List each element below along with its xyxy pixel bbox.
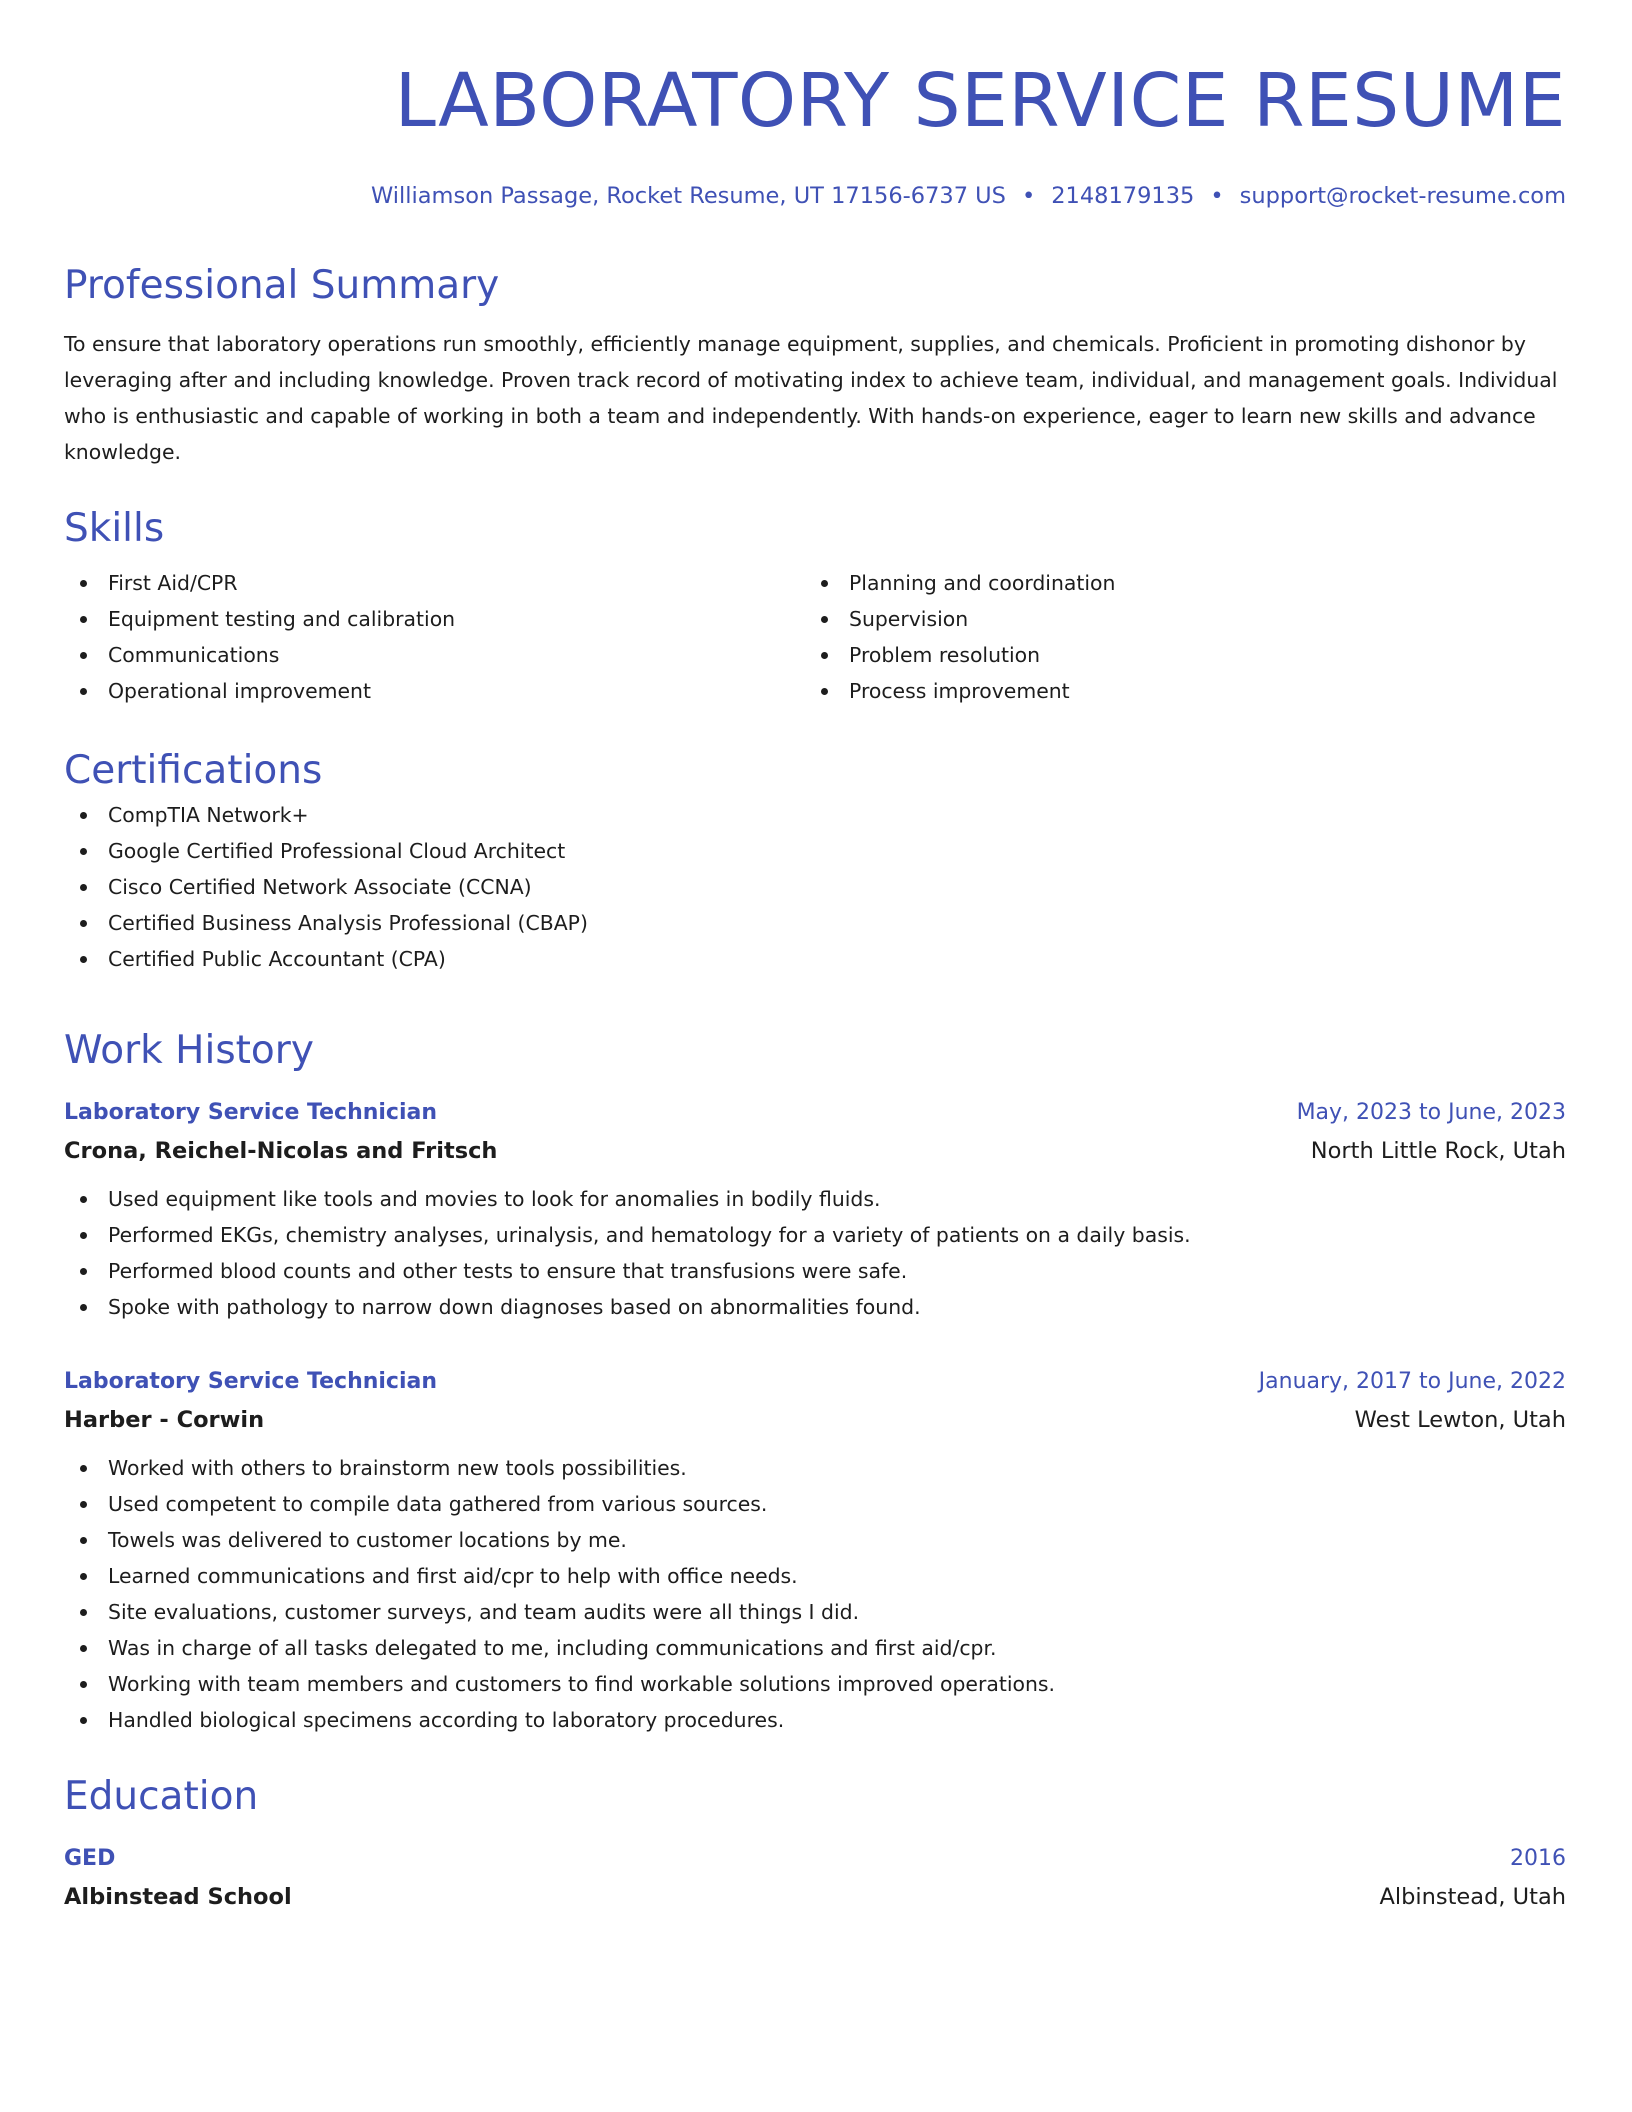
job-duty: Used equipment like tools and movies to look for anomalies in bodily fluids. xyxy=(64,1181,1566,1217)
skills-heading: Skills xyxy=(64,506,165,551)
skill-item: Problem resolution xyxy=(805,637,1546,673)
job-duties-list xyxy=(64,1450,1566,1738)
skill-item: Supervision xyxy=(805,601,1546,637)
certification-item: Google Certified Professional Cloud Architect xyxy=(64,833,1566,869)
job-duty: Handled biological specimens according to laboratory procedures. xyxy=(64,1702,1566,1738)
education-section xyxy=(64,1771,1566,1823)
skills-column-left xyxy=(64,565,805,709)
job-duty: Spoke with pathology to narrow down diagnoses based on abnormalities found. xyxy=(64,1289,1566,1325)
contact-phone: 2148179135 xyxy=(1051,183,1195,209)
certification-item: Certified Public Accountant (CPA) xyxy=(64,941,1566,977)
education-entry xyxy=(64,1841,1566,1917)
education-school: Albinstead School xyxy=(64,1884,292,1910)
education-degree: GED xyxy=(64,1846,116,1871)
job-duty: Used competent to compile data gathered from various sources. xyxy=(64,1486,1566,1522)
contact-separator: • xyxy=(1021,183,1036,209)
job-duty: Performed blood counts and other tests to ensure that transfusions were safe. xyxy=(64,1253,1566,1289)
contact-email: support@rocket-resume.com xyxy=(1239,183,1566,209)
job-duty: Site evaluations, customer surveys, and team audits were all things I did. xyxy=(64,1594,1566,1630)
skill-item: Process improvement xyxy=(805,673,1546,709)
education-year: 2016 xyxy=(1510,1846,1566,1871)
job-location: North Little Rock, Utah xyxy=(1310,1138,1566,1164)
certification-item: Certified Business Analysis Professional (CBAP) xyxy=(64,905,1566,941)
job-dates: May, 2023 to June, 2023 xyxy=(1296,1100,1566,1125)
skill-item: Equipment testing and calibration xyxy=(64,601,805,637)
job-duty: Learned communications and first aid/cpr to help with office needs. xyxy=(64,1558,1566,1594)
skills-grid xyxy=(64,565,1566,709)
skill-item: Planning and coordination xyxy=(805,565,1546,601)
certification-item: CompTIA Network+ xyxy=(64,797,1566,833)
job-entry xyxy=(64,1364,1566,1738)
skill-item: Operational improvement xyxy=(64,673,805,709)
summary-section xyxy=(64,260,1566,470)
certifications-list xyxy=(64,797,1566,977)
work-history-section xyxy=(64,1025,1566,1077)
job-company-row xyxy=(64,1131,1566,1171)
education-location: Albinstead, Utah xyxy=(1379,1884,1566,1910)
education-header-row xyxy=(64,1841,1566,1877)
job-title: Laboratory Service Technician xyxy=(64,1369,438,1394)
skill-item: Communications xyxy=(64,637,805,673)
job-title: Laboratory Service Technician xyxy=(64,1100,438,1125)
job-duties-list xyxy=(64,1181,1566,1325)
job-duty: Towels was delivered to customer locations by me. xyxy=(64,1522,1566,1558)
contact-line xyxy=(371,180,1566,212)
resume-title: LABORATORY SERVICE RESUME xyxy=(394,58,1566,144)
summary-text: To ensure that laboratory operations run smoothly, efficiently manage equipment, supplies, and chemicals. Proficient in promoting dishonor by leveraging after and including knowledge. Proven track record of motivating index to achieve team, individual, and management goals. Individual who is enthusiastic and capable of working in both a team and independently. With hands-on experience, eager to learn new skills and advance knowledge. xyxy=(64,332,1558,464)
certification-item: Cisco Certified Network Associate (CCNA) xyxy=(64,869,1566,905)
contact-address: Williamson Passage, Rocket Resume, UT 17156-6737 US xyxy=(371,183,1006,209)
education-heading: Education xyxy=(64,1774,259,1819)
skills-section xyxy=(64,503,1566,709)
job-dates: January, 2017 to June, 2022 xyxy=(1258,1369,1566,1394)
work-history-heading: Work History xyxy=(64,1028,314,1073)
job-header-row xyxy=(64,1364,1566,1400)
certifications-heading: Certifications xyxy=(64,748,323,793)
job-company: Harber - Corwin xyxy=(64,1407,265,1433)
job-duty: Working with team members and customers to find workable solutions improved operations. xyxy=(64,1666,1566,1702)
summary-heading: Professional Summary xyxy=(64,263,500,308)
job-entry xyxy=(64,1095,1566,1325)
job-company-row xyxy=(64,1400,1566,1440)
education-school-row xyxy=(64,1877,1566,1917)
skills-column-right xyxy=(805,565,1546,709)
contact-separator: • xyxy=(1210,183,1224,209)
job-duty: Worked with others to brainstorm new tools possibilities. xyxy=(64,1450,1566,1486)
skills-list-left xyxy=(64,565,805,709)
skill-item: First Aid/CPR xyxy=(64,565,805,601)
job-company: Crona, Reichel-Nicolas and Fritsch xyxy=(64,1138,498,1164)
job-header-row xyxy=(64,1095,1566,1131)
certifications-section xyxy=(64,745,1566,977)
job-duty: Performed EKGs, chemistry analyses, urinalysis, and hematology for a variety of patients on a daily basis. xyxy=(64,1217,1566,1253)
job-duty: Was in charge of all tasks delegated to me, including communications and first aid/cpr. xyxy=(64,1630,1566,1666)
skills-list-right xyxy=(805,565,1546,709)
job-location: West Lewton, Utah xyxy=(1354,1407,1566,1433)
